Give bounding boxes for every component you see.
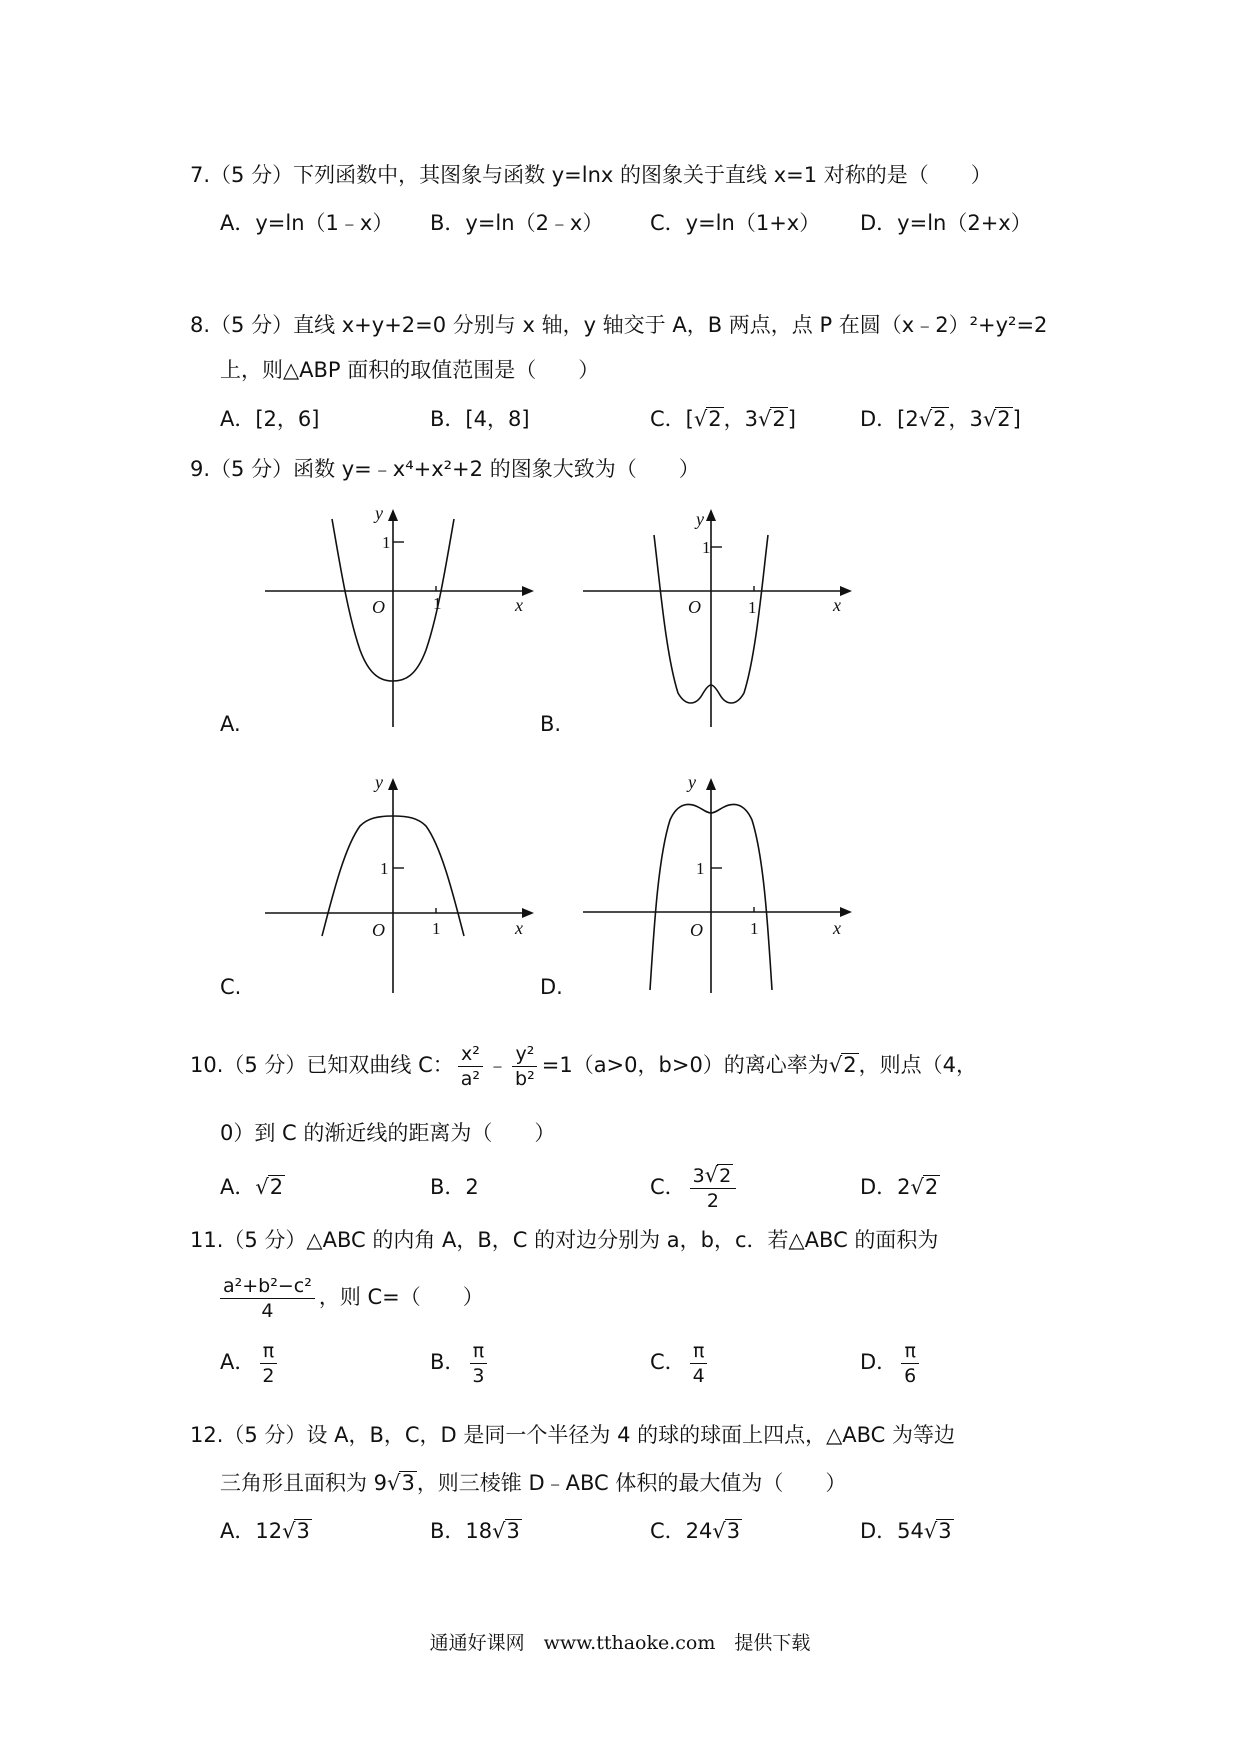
frac-denominator: b² [515, 1067, 535, 1090]
q12-d-radicand: 3 [938, 1519, 952, 1543]
q10-post: =1（a>0，b>0）的离心率为 [541, 1053, 829, 1077]
q12-option-c [650, 1516, 742, 1546]
q12-option-a [220, 1516, 312, 1546]
frac-denominator: 2 [262, 1364, 275, 1387]
q10-c-fraction [690, 1163, 737, 1213]
frac-numerator: π [470, 1339, 487, 1364]
q8-c-mid: ，3 [723, 407, 758, 431]
frac-numerator [690, 1163, 737, 1189]
y-axis-label: y [688, 772, 696, 792]
q10-c-radicand: 2 [719, 1165, 732, 1187]
sqrt-sign: √ [693, 407, 708, 431]
q10-option-c [650, 1158, 740, 1216]
q12-stem-line2 [220, 1468, 846, 1498]
q10-radicand: 2 [843, 1053, 857, 1077]
q12-a-pre: A．12 [220, 1519, 283, 1543]
sqrt-sign: √ [923, 1519, 938, 1543]
frac-numerator: π [690, 1339, 707, 1364]
q11-option-d [860, 1333, 923, 1391]
q10-option-d [860, 1172, 940, 1202]
q7-option-c: C．y=ln（1+x） [650, 211, 821, 235]
frac-denominator: 4 [261, 1299, 274, 1322]
q9-graph-c [260, 768, 540, 998]
q11-c-fraction [690, 1339, 708, 1388]
q7-option-b: B．y=ln（2﹣x） [430, 211, 604, 235]
frac-denominator: 4 [692, 1364, 705, 1387]
frac-denominator: 2 [706, 1190, 719, 1212]
q11-c-pre: C． [650, 1350, 686, 1374]
frac-denominator: 6 [904, 1364, 917, 1387]
q10-fraction-x [458, 1042, 483, 1091]
origin-label: O [372, 920, 385, 940]
sqrt-sign: √ [255, 1175, 269, 1199]
q12-option-d [860, 1516, 954, 1546]
sqrt-sign: √ [282, 1519, 296, 1543]
q12-b-radicand: 3 [506, 1519, 520, 1543]
origin-label: O [688, 597, 701, 617]
q10-tail: ，则点（4， [858, 1053, 977, 1077]
y-tick-label: 1 [382, 533, 391, 552]
q12-option-b [430, 1516, 522, 1546]
x-tick-label: 1 [432, 919, 441, 938]
q9-label-b: B. [540, 712, 562, 736]
x-axis-label: x [833, 595, 841, 615]
origin-label: O [690, 920, 703, 940]
q8-d-radicand2: 2 [997, 407, 1011, 431]
q8-option-c [650, 404, 796, 434]
q12-a-radicand: 3 [296, 1519, 310, 1543]
q12-stem: 12.（5 分）设 A，B，C，D 是同一个半径为 4 的球的球面上四点，△ABC 为等边 [190, 1423, 955, 1447]
q10-c-num-coef: 3 [692, 1165, 705, 1187]
x-tick-label: 1 [750, 919, 759, 938]
q10-option-a [220, 1172, 285, 1202]
sqrt-sign: √ [758, 407, 772, 431]
q8-option-b: B．[4，8] [430, 407, 530, 431]
frac-numerator: π [901, 1339, 918, 1364]
q8-option-d [860, 404, 1021, 434]
y-axis-label: y [696, 509, 704, 529]
x-tick-label: 1 [748, 598, 757, 617]
y-axis-arrow [388, 509, 398, 521]
q11-tail: ，则 C=（ ） [318, 1285, 484, 1309]
q9-label-a: A. [220, 712, 241, 736]
sqrt-sign: √ [704, 1163, 719, 1187]
q7-stem: 7.（5 分）下列函数中，其图象与函数 y=lnx 的图象关于直线 x=1 对称的是（ ） [190, 163, 992, 187]
q12-l2-pre: 三角形且面积为 9 [220, 1471, 388, 1495]
q10-stem-line1 [190, 1035, 977, 1095]
q12-l2-radicand: 3 [401, 1471, 415, 1495]
y-tick-label: 1 [380, 859, 389, 878]
q8-c-radicand2: 2 [772, 407, 786, 431]
q9-label-d: D. [540, 975, 563, 999]
q11-a-pre: A． [220, 1350, 256, 1374]
y-tick-label: 1 [702, 538, 711, 557]
q12-c-pre: C．24 [650, 1519, 713, 1543]
y-axis-arrow [706, 778, 716, 790]
q11-stem-line2 [220, 1268, 484, 1326]
q8-d-mid: ，3 [948, 407, 983, 431]
q8-stem-line2: 上，则△ABP 面积的取值范围是（ ） [220, 358, 600, 382]
y-tick-label: 1 [696, 859, 705, 878]
q7-option-a: A．y=ln（1﹣x） [220, 211, 394, 235]
q10-option-b: B．2 [430, 1175, 479, 1199]
q10-minus: ﹣ [487, 1053, 509, 1077]
page-footer: 通通好课网 www.tthaoke.com 提供下载 [429, 1632, 811, 1654]
sqrt-sign: √ [387, 1471, 401, 1495]
q12-d-pre: D．54 [860, 1519, 924, 1543]
q11-area-fraction [220, 1274, 315, 1323]
q8-d-pre: D．[2 [860, 407, 919, 431]
frac-numerator: x² [458, 1042, 483, 1067]
q12-l2-post: ，则三棱锥 D﹣ABC 体积的最大值为（ ） [416, 1471, 847, 1495]
sqrt-sign: √ [492, 1519, 506, 1543]
frac-numerator: a²+b²−c² [220, 1274, 315, 1299]
q8-d-radicand1: 2 [933, 407, 947, 431]
q10-d-radicand: 2 [924, 1175, 939, 1199]
q11-b-pre: B． [430, 1350, 466, 1374]
sqrt-sign: √ [712, 1519, 726, 1543]
q8-d-post: ] [1012, 407, 1021, 431]
q10-d-pre: D．2 [860, 1175, 911, 1199]
q8-c-post: ] [787, 407, 796, 431]
q8-stem-line1: 8.（5 分）直线 x+y+2=0 分别与 x 轴，y 轴交于 A，B 两点，点 P 在圆（x﹣2）²+y²=2 [190, 313, 1048, 337]
q9-stem: 9.（5 分）函数 y=﹣x⁴+x²+2 的图象大致为（ ） [190, 457, 700, 481]
frac-numerator: y² [512, 1042, 537, 1067]
frac-numerator: π [260, 1339, 277, 1364]
sqrt-sign: √ [828, 1053, 843, 1077]
y-axis-label: y [375, 772, 383, 792]
y-axis-arrow [388, 778, 398, 790]
x-axis-arrow [840, 907, 852, 917]
x-axis-label: x [515, 595, 523, 615]
q11-b-fraction [469, 1339, 487, 1388]
q9-graph-a [260, 505, 540, 735]
q10-a-radicand: 2 [269, 1175, 284, 1199]
q8-c-radicand1: 2 [708, 407, 722, 431]
q11-d-pre: D． [860, 1350, 898, 1374]
q8-option-a: A．[2，6] [220, 407, 320, 431]
q10-pre: 10.（5 分）已知双曲线 C： [190, 1053, 454, 1077]
q11-a-fraction [259, 1339, 277, 1388]
x-axis-arrow [522, 908, 534, 918]
frac-denominator: 3 [472, 1364, 485, 1387]
q9-graph-d [578, 768, 858, 998]
x-axis-label: x [833, 918, 841, 938]
q9-label-c: C. [220, 975, 242, 999]
x-axis-arrow [840, 586, 852, 596]
x-axis-arrow [522, 586, 534, 596]
q11-stem: 11.（5 分）△ABC 的内角 A，B，C 的对边分别为 a，b，c．若△ABC 的面积为 [190, 1228, 939, 1252]
q10-fraction-y [512, 1042, 538, 1091]
q9-graph-b [578, 505, 858, 735]
q8-c-pre: C．[ [650, 407, 694, 431]
sqrt-sign: √ [982, 407, 997, 431]
q11-d-fraction [901, 1339, 919, 1388]
x-tick-label: 1 [433, 594, 442, 613]
frac-denominator: a² [460, 1067, 481, 1090]
sqrt-sign: √ [910, 1175, 924, 1199]
q10-stem-line2: 0）到 C 的渐近线的距离为（ ） [220, 1121, 556, 1145]
y-axis-arrow [706, 509, 716, 521]
sqrt-sign: √ [918, 407, 933, 431]
q11-option-c [650, 1333, 712, 1391]
y-axis-label: y [375, 505, 383, 523]
q7-option-d: D．y=ln（2+x） [860, 211, 1032, 235]
q12-c-radicand: 3 [726, 1519, 741, 1543]
origin-label: O [372, 597, 385, 617]
q12-b-pre: B．18 [430, 1519, 493, 1543]
q10-a-pre: A． [220, 1175, 256, 1199]
q11-option-b [430, 1333, 492, 1391]
q10-c-pre: C． [650, 1175, 686, 1199]
q11-option-a [220, 1333, 281, 1391]
x-axis-label: x [515, 918, 523, 938]
